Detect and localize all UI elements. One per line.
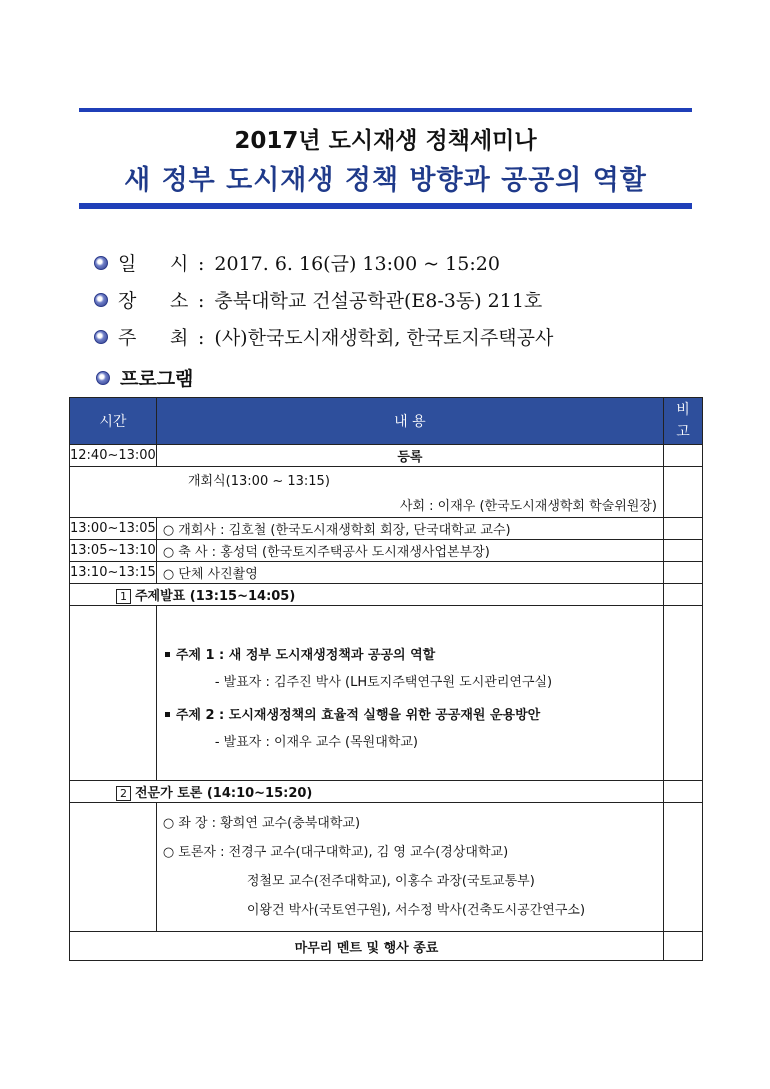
bullet-icon	[94, 256, 108, 270]
program-table	[69, 397, 703, 961]
header-content: 내 용	[156, 398, 663, 445]
title-top-rule	[79, 108, 692, 112]
info-venue: 장 소 : 충북대학교 건설공학관(E8-3동) 211호	[94, 286, 542, 313]
header-time: 시간	[70, 398, 157, 445]
table-header-row	[70, 398, 703, 445]
table-row: 12:40~13:00 등록	[70, 445, 703, 467]
seminar-title: 2017년 도시재생 정책세미나	[234, 128, 537, 154]
section-row-presentation: 1 주제발표 (13:15~14:05)	[70, 584, 703, 606]
table-row: 개회식(13:00 ~ 13:15) 사회 : 이재우 (한국도시재생학회 학술위원장)	[70, 467, 703, 518]
table-row: ○ 좌 장 : 황희연 교수(충북대학교) ○ 토론자 : 전경구 교수(대구대학교), 김 영 교수(경상대학교) 정철모 교수(전주대학교), 이홍수 과장(국토교통부) 이왕건 박사(국토연구원), 서수정 박사(건축도시공간연구소)	[70, 803, 703, 932]
seminar-subtitle: 새 정부 도시재생 정책 방향과 공공의 역할	[124, 165, 647, 196]
header-note: 비 고	[664, 398, 703, 445]
table-row: 마무리 멘트 및 행사 종료	[70, 932, 703, 961]
table-row: 13:10~13:15 ○ 단체 사진촬영	[70, 562, 703, 584]
table-row: 13:00~13:05 ○ 개회사 : 김호철 (한국도시재생학회 회장, 단국대학교 교수)	[70, 518, 703, 540]
title-bottom-rule	[79, 203, 692, 209]
info-host-value: (사)한국도시재생학회, 한국토지주택공사	[214, 327, 554, 349]
square-bullet-icon	[165, 652, 170, 657]
square-bullet-icon	[165, 712, 170, 717]
table-row: 13:05~13:10 ○ 축 사 : 홍성덕 (한국토지주택공사 도시재생사업본부장)	[70, 540, 703, 562]
bullet-icon	[94, 293, 108, 307]
bullet-icon	[94, 330, 108, 344]
info-venue-value: 충북대학교 건설공학관(E8-3동) 211호	[214, 290, 543, 312]
info-date-value: 2017. 6. 16(금) 13:00 ~ 15:20	[214, 253, 500, 275]
info-host: 주 최 : (사)한국도시재생학회, 한국토지주택공사	[94, 323, 553, 350]
info-date: 일 시 : 2017. 6. 16(금) 13:00 ~ 15:20	[94, 249, 500, 276]
program-heading: 프로그램	[96, 364, 193, 391]
bullet-icon	[96, 371, 110, 385]
table-row: 주제 1 : 새 정부 도시재생정책과 공공의 역할 - 발표자 : 김주진 박사 (LH토지주택연구원 도시관리연구실) 주제 2 : 도시재생정책의 효율적 실행을 위한 공공재원 운용방안 - 발표자 : 이재우 교수 (목원대학교)	[70, 606, 703, 781]
section-row-discussion: 2 전문가 토론 (14:10~15:20)	[70, 781, 703, 803]
